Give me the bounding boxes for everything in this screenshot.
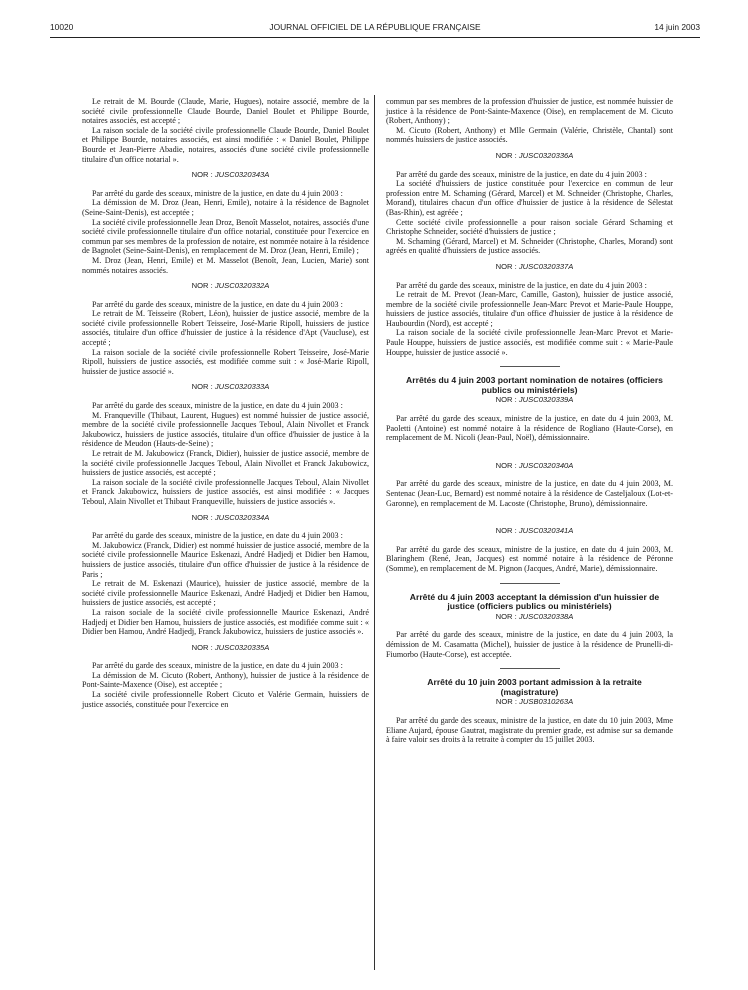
separator [500, 366, 560, 367]
section-heading: Arrêté du 4 juin 2003 acceptant la démission d'un huissier de justice (officiers publics ou ministériels) [409, 591, 660, 612]
paragraph: La raison sociale de la société civile professionnelle Jean-Marc Prevot et Marie-Paule Houppe, huissiers de justice associés, est modifiée comme suit : « Marie-Paule Houppe, huissier de justice associé ». [386, 328, 673, 357]
paragraph: Par arrêté du garde des sceaux, ministre de la justice, en date du 4 juin 2003 : [92, 661, 343, 671]
paragraph: La société d'huissiers de justice constituée pour l'exercice en commun de leur profession entre M. Schaming (Gérard, Marcel) et M. Schneider (Christophe, Charles, Morand), titulaires chacun d'un office d'huissier de justice à la résidence de Sélestat (Bas-Rhin), est agréée ; [386, 179, 673, 217]
nor-reference: NOR : JUSC0320341A [495, 526, 574, 536]
left-column [82, 97, 369, 709]
nor-reference: NOR : JUSC0320332A [191, 281, 270, 291]
paragraph: Par arrêté du garde des sceaux, ministre de la justice, en date du 4 juin 2003 : [396, 169, 647, 179]
separator [500, 583, 560, 584]
header-rule [50, 37, 700, 38]
paragraph: Par arrêté du garde des sceaux, ministre de la justice, en date du 10 juin 2003, Mme Eliane Aujard, épouse Gautrat, magistrate du premier grade, est admise sur sa demande à faire valoir ses droits à la retraite à compter du 15 juillet 2003. [386, 715, 673, 745]
paragraph: M. Schaming (Gérard, Marcel) et M. Schneider (Christophe, Charles, Morand) sont agréés en qualité d'huissiers de justice associés. [386, 236, 673, 256]
paragraph: La société civile professionnelle Robert Cicuto et Valérie Germain, huissiers de justice associés, constituée pour l'exercice en [82, 690, 369, 709]
paragraph: Par arrêté du garde des sceaux, ministre de la justice, en date du 4 juin 2003 : [92, 401, 343, 411]
paragraph: La raison sociale de la société civile professionnelle Maurice Eskenazi, André Hadjedj et Didier ben Hamou, huissiers de justice associés, est modifiée comme suit : « Didier ben Hamou, André Hadjedj, Franck Jakubowicz, huissiers de justice associés ». [82, 607, 369, 637]
nor-reference: NOR : JUSC0320336A [495, 150, 574, 160]
paragraph: La démission de M. Cicuto (Robert, Anthony), huissier de justice à la résidence de Pont-Sainte-Maxence (Oise), est acceptée ; [82, 670, 369, 690]
paragraph: Le retrait de M. Bourde (Claude, Marie, Hugues), notaire associé, membre de la société civile professionnelle Claude Bourde, Daniel Boulet et Philippe Bourde, notaires associés, est accepté ; [82, 97, 369, 126]
paragraph: La société civile professionnelle Jean Droz, Benoît Masselot, notaires, associés d'une société civile professionnelle titulaire d'un office notarial, constituée pour l'exercice en commun par ses membres de la profession de notaire, est nommée notaire à la résidence de Bagnolet (Seine-Saint-Denis), en remplacement de M. Droz (Jean, Henri, Emile) ; [82, 217, 369, 256]
page-number: 10020 [50, 22, 74, 32]
paragraph: La démission de M. Droz (Jean, Henri, Emile), notaire à la résidence de Bagnolet (Seine-Saint-Denis), est acceptée ; [82, 198, 369, 217]
paragraph: Par arrêté du garde des sceaux, ministre de la justice, en date du 4 juin 2003 : [92, 188, 343, 198]
paragraph: Par arrêté du garde des sceaux, ministre de la justice, en date du 4 juin 2003 : [92, 299, 343, 309]
paragraph: Par arrêté du garde des sceaux, ministre de la justice, en date du 4 juin 2003, M. Blaringhem (René, Jean, Jacques) est nommé notaire à la résidence de Péronne (Somme), en remplacement de M. Pignon (Jacques, André, Marie), démissionnaire. [386, 544, 673, 573]
issue-date: 14 juin 2003 [654, 22, 700, 32]
column-divider [374, 95, 375, 970]
right-column [386, 97, 673, 745]
separator [500, 668, 560, 669]
paragraph: Cette société civile professionnelle a pour raison sociale Gérard Schaming et Christophe Schneider, société d'huissiers de justice ; [386, 217, 673, 237]
paragraph: Le retrait de M. Jakubowicz (Franck, Didier), huissier de justice associé, membre de la société civile professionnelle Jacques Teboul, Alain Nivollet et Franck Jakubowicz, huissiers de justice associés, est accepté ; [82, 449, 369, 478]
nor-reference: NOR : JUSC0320335A [191, 642, 270, 652]
nor-reference: NOR : JUSC0320339A [495, 395, 574, 405]
paragraph: Par arrêté du garde des sceaux, ministre de la justice, en date du 4 juin 2003 : [92, 531, 343, 541]
nor-reference: NOR : JUSC0320337A [495, 261, 574, 271]
nor-reference: NOR : JUSC0320334A [191, 512, 270, 522]
paragraph: La raison sociale de la société civile professionnelle Robert Teisseire, José-Marie Ripoll, huissiers de justice associés, est modifiée comme suit : « José-Marie Ripoll, huissier de justice associé ». [82, 347, 369, 376]
paragraph: Le retrait de M. Teisseire (Robert, Léon), huissier de justice associé, membre de la société civile professionnelle Robert Teisseire, José-Marie Ripoll, huissiers de justice associés, titulaire d'un office d'huissier de justice à la résidence d'Apt (Vaucluse), est accepté ; [82, 309, 369, 348]
paragraph: Par arrêté du garde des sceaux, ministre de la justice, en date du 4 juin 2003 : [396, 280, 647, 290]
nor-reference: NOR : JUSB0310263A [495, 697, 574, 707]
paragraph: Par arrêté du garde des sceaux, ministre de la justice, en date du 4 juin 2003, M. Sentenac (Jean-Luc, Bernard) est nommé notaire à la résidence de Casteljaloux (Lot-et-Garonne), en remplacement de M. Lacoste (Christophe, Bruno), démissionnaire. [386, 479, 673, 508]
paragraph: M. Franqueville (Thibaut, Laurent, Hugues) est nommé huissier de justice associé, membre de la société civile professionnelle Jacques Teboul, Alain Nivollet et Franck Jakubowicz, huissiers de justice associés, titulaire d'un office d'huissier de justice à la résidence de Meudon (Hauts-de-Seine) ; [82, 410, 369, 449]
nor-reference: NOR : JUSC0320338A [495, 611, 574, 621]
nor-reference: NOR : JUSC0320333A [191, 382, 270, 392]
paragraph: Par arrêté du garde des sceaux, ministre de la justice, en date du 4 juin 2003, la démission de M. Casamatta (Michel), huissier de justice à la résidence de Prunelli-di-Fiumorbo (Haute-Corse), est acceptée. [386, 630, 673, 659]
paragraph: commun par ses membres de la profession d'huissier de justice, est nommée huissier de justice à la résidence de Pont-Sainte-Maxence (Oise), en remplacement de M. Cicuto (Robert, Anthony) ; [386, 97, 673, 126]
paragraph: M. Droz (Jean, Henri, Emile) et M. Masselot (Benoît, Jean, Lucien, Marie) sont nommés notaires associés. [82, 255, 369, 275]
paragraph: La raison sociale de la société civile professionnelle Claude Bourde, Daniel Boulet et Philippe Bourde, notaires associés, est ainsi modifiée : « Daniel Boulet, Philippe Bourde et Jean-Pierre Abadie, notaires, associés d'une société civile professionnelle titulaire d'un office notarial ». [82, 125, 369, 164]
paragraph: Le retrait de M. Eskenazi (Maurice), huissier de justice associé, membre de la société civile professionnelle Maurice Eskenazi, André Hadjedj et Didier ben Hamou, huissiers de justice associés, est accepté ; [82, 579, 369, 608]
nor-reference: NOR : JUSC0320343A [191, 170, 270, 180]
paragraph: M. Jakubowicz (Franck, Didier) est nommé huissier de justice associé, membre de la société civile professionnelle Maurice Eskenazi, André Hadjedj et Didier ben Hamou, huissiers de justice associés, titulaire d'un office d'huissier de justice à la résidence de Paris ; [82, 540, 369, 579]
journal-title: JOURNAL OFFICIEL DE LA RÉPUBLIQUE FRANÇAISE [269, 22, 481, 32]
paragraph: Par arrêté du garde des sceaux, ministre de la justice, en date du 4 juin 2003, M. Paoletti (Antoine) est nommé notaire à la résidence de Rogliano (Haute-Corse), en remplacement de M. Nicoli (Jean-Paul, Noël), démissionnaire. [386, 414, 673, 443]
paragraph: Le retrait de M. Prevot (Jean-Marc, Camille, Gaston), huissier de justice associé, membre de la société civile professionnelle Jean-Marc Prevot et Marie-Paule Houppe, huissiers de justice associés, titulaire d'un office d'huissier de justice à la résidence de Haubourdin (Nord), est accepté ; [386, 290, 673, 328]
section-heading: Arrêtés du 4 juin 2003 portant nomination de notaires (officiers publics ou ministériels) [406, 375, 663, 395]
paragraph: La raison sociale de la société civile professionnelle Jacques Teboul, Alain Nivollet et Franck Jakubowicz, huissiers de justice associés, est ainsi modifiée : « Jacques Teboul, Alain Nivollet et Thibaut Franqueville, huissiers de justice associés ». [82, 477, 369, 506]
section-heading: Arrêté du 10 juin 2003 portant admission à la retraite (magistrature) [427, 677, 642, 697]
nor-reference: NOR : JUSC0320340A [495, 460, 574, 470]
page-header [50, 22, 700, 36]
paragraph: M. Cicuto (Robert, Anthony) et Mlle Germain (Valérie, Christèle, Chantal) sont nommés huissiers de justice associés. [386, 125, 673, 145]
